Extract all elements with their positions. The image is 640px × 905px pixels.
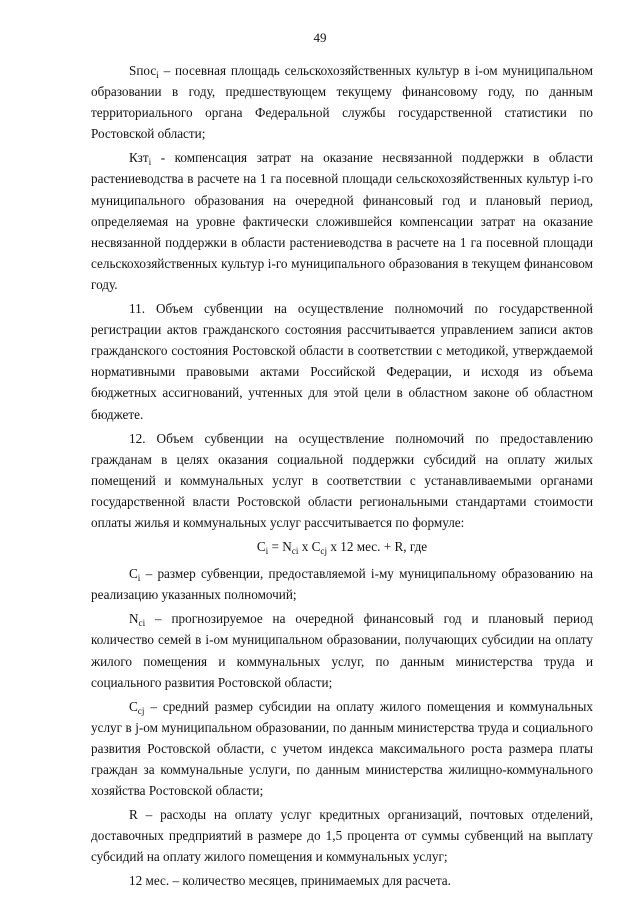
definition-c-cj (91, 696, 593, 801)
symbol-s-pos: Sпос (129, 63, 157, 78)
symbol-n-ci: N (129, 611, 139, 627)
symbol-kzt-subscript: i (148, 157, 152, 168)
definition-n-ci (91, 608, 593, 692)
formula-equals-n: = N (268, 539, 292, 555)
symbol-c-cj: C (129, 698, 138, 714)
paragraph-12: 12. Объем субвенции на осуществление полномочий по предоставлению гражданам в целях оказания социальной поддержки субсидий на оплату жилых помещений и коммунальных услуг в соответствии с устанавливаемыми органами государственной власти Ростовской области региональными стандартами стоимости оплаты жилья и коммунальных услуг рассчитывается по формуле: (91, 430, 593, 530)
definition-c-cj-text: – средний размер субсидии на оплату жилого помещения и коммунальных услуг в j-ом муниципальном образовании, по данным министерства труда и социального развития Ростовской области, с учетом индекса максимального роста размера платы граждан за коммунальные услуги, по данным министерства жилищно-коммунального хозяйства Ростовской области; (91, 698, 593, 799)
definition-months: 12 мес. – количество месяцев, принимаемых для расчета. (129, 873, 451, 889)
definition-s-pos (91, 60, 593, 144)
symbol-s-pos-subscript: i (156, 69, 159, 80)
symbol-c-i: C (129, 566, 138, 582)
definition-c-i-text: – размер субвенции, предоставляемой i-му муниципальному образованию на реализацию указанных полномочий; (91, 566, 593, 603)
formula (91, 536, 593, 557)
definition-kzt-text: - компенсация затрат на оказание несвязанной поддержки в области растениеводства в расчете на 1 га посевной площади сельскохозяйственных культур i-го муниципального образования на очередной финансовый год и плановый период, определяемая на уровне фактически сложившейся компенсации затрат на оказание несвязанной поддержки в области растениеводства в расчете на 1 га посевной площади сельскохозяйственных культур i-го муниципального образования в текущем финансовом году. (91, 150, 593, 292)
formula-c2-subscript: cj (320, 545, 328, 556)
formula-times-c: x C (298, 539, 321, 555)
symbol-kzt: Кзт (129, 150, 149, 166)
definition-c-i (91, 563, 593, 605)
formula-n-subscript: ci (291, 545, 299, 556)
paragraph-11: 11. Объем субвенции на осуществление полномочий по государственной регистрации актов гражданского состояния рассчитывается управлением записи актов гражданского состояния Ростовской области в соответствии с методикой, утверждаемой нормативными правовыми актами Российской Федерации, и исходя из объема бюджетных ассигнований, учтенных для этой цели в областном законе об областном бюджете. (91, 301, 593, 422)
definition-kzt (91, 147, 593, 295)
definition-r: R – расходы на оплату услуг кредитных организаций, почтовых отделений, доставочных предприятий в размере до 1,5 процента от суммы субвенций на выплату субсидий на оплату жилого помещения и коммунальных услуг; (91, 807, 593, 865)
symbol-c-cj-subscript: cj (137, 705, 145, 716)
formula-c: C (256, 539, 266, 555)
symbol-n-ci-subscript: ci (138, 618, 146, 629)
definition-n-ci-text: – прогнозируемое на очередной финансовый год и плановый период количество семей в i-ом муниципальном образовании, получающих субсидии на оплату жилого помещения и коммунальных услуг, по данным министерства труда и социального развития Ростовской области; (91, 611, 593, 690)
symbol-c-i-subscript: i (137, 572, 141, 583)
definition-s-pos-text: – посевная площадь сельскохозяйственных культур в i-ом муниципальном образовании в году, предшествующем текущему финансовому году, по данным территориального органа Федеральной службы государственной статистики по Ростовской области; (91, 63, 593, 142)
document-body (91, 60, 593, 895)
page-number: 49 (313, 30, 327, 45)
formula-rest: x 12 мес. + R, где (327, 539, 428, 555)
formula-c-subscript: i (265, 545, 269, 556)
